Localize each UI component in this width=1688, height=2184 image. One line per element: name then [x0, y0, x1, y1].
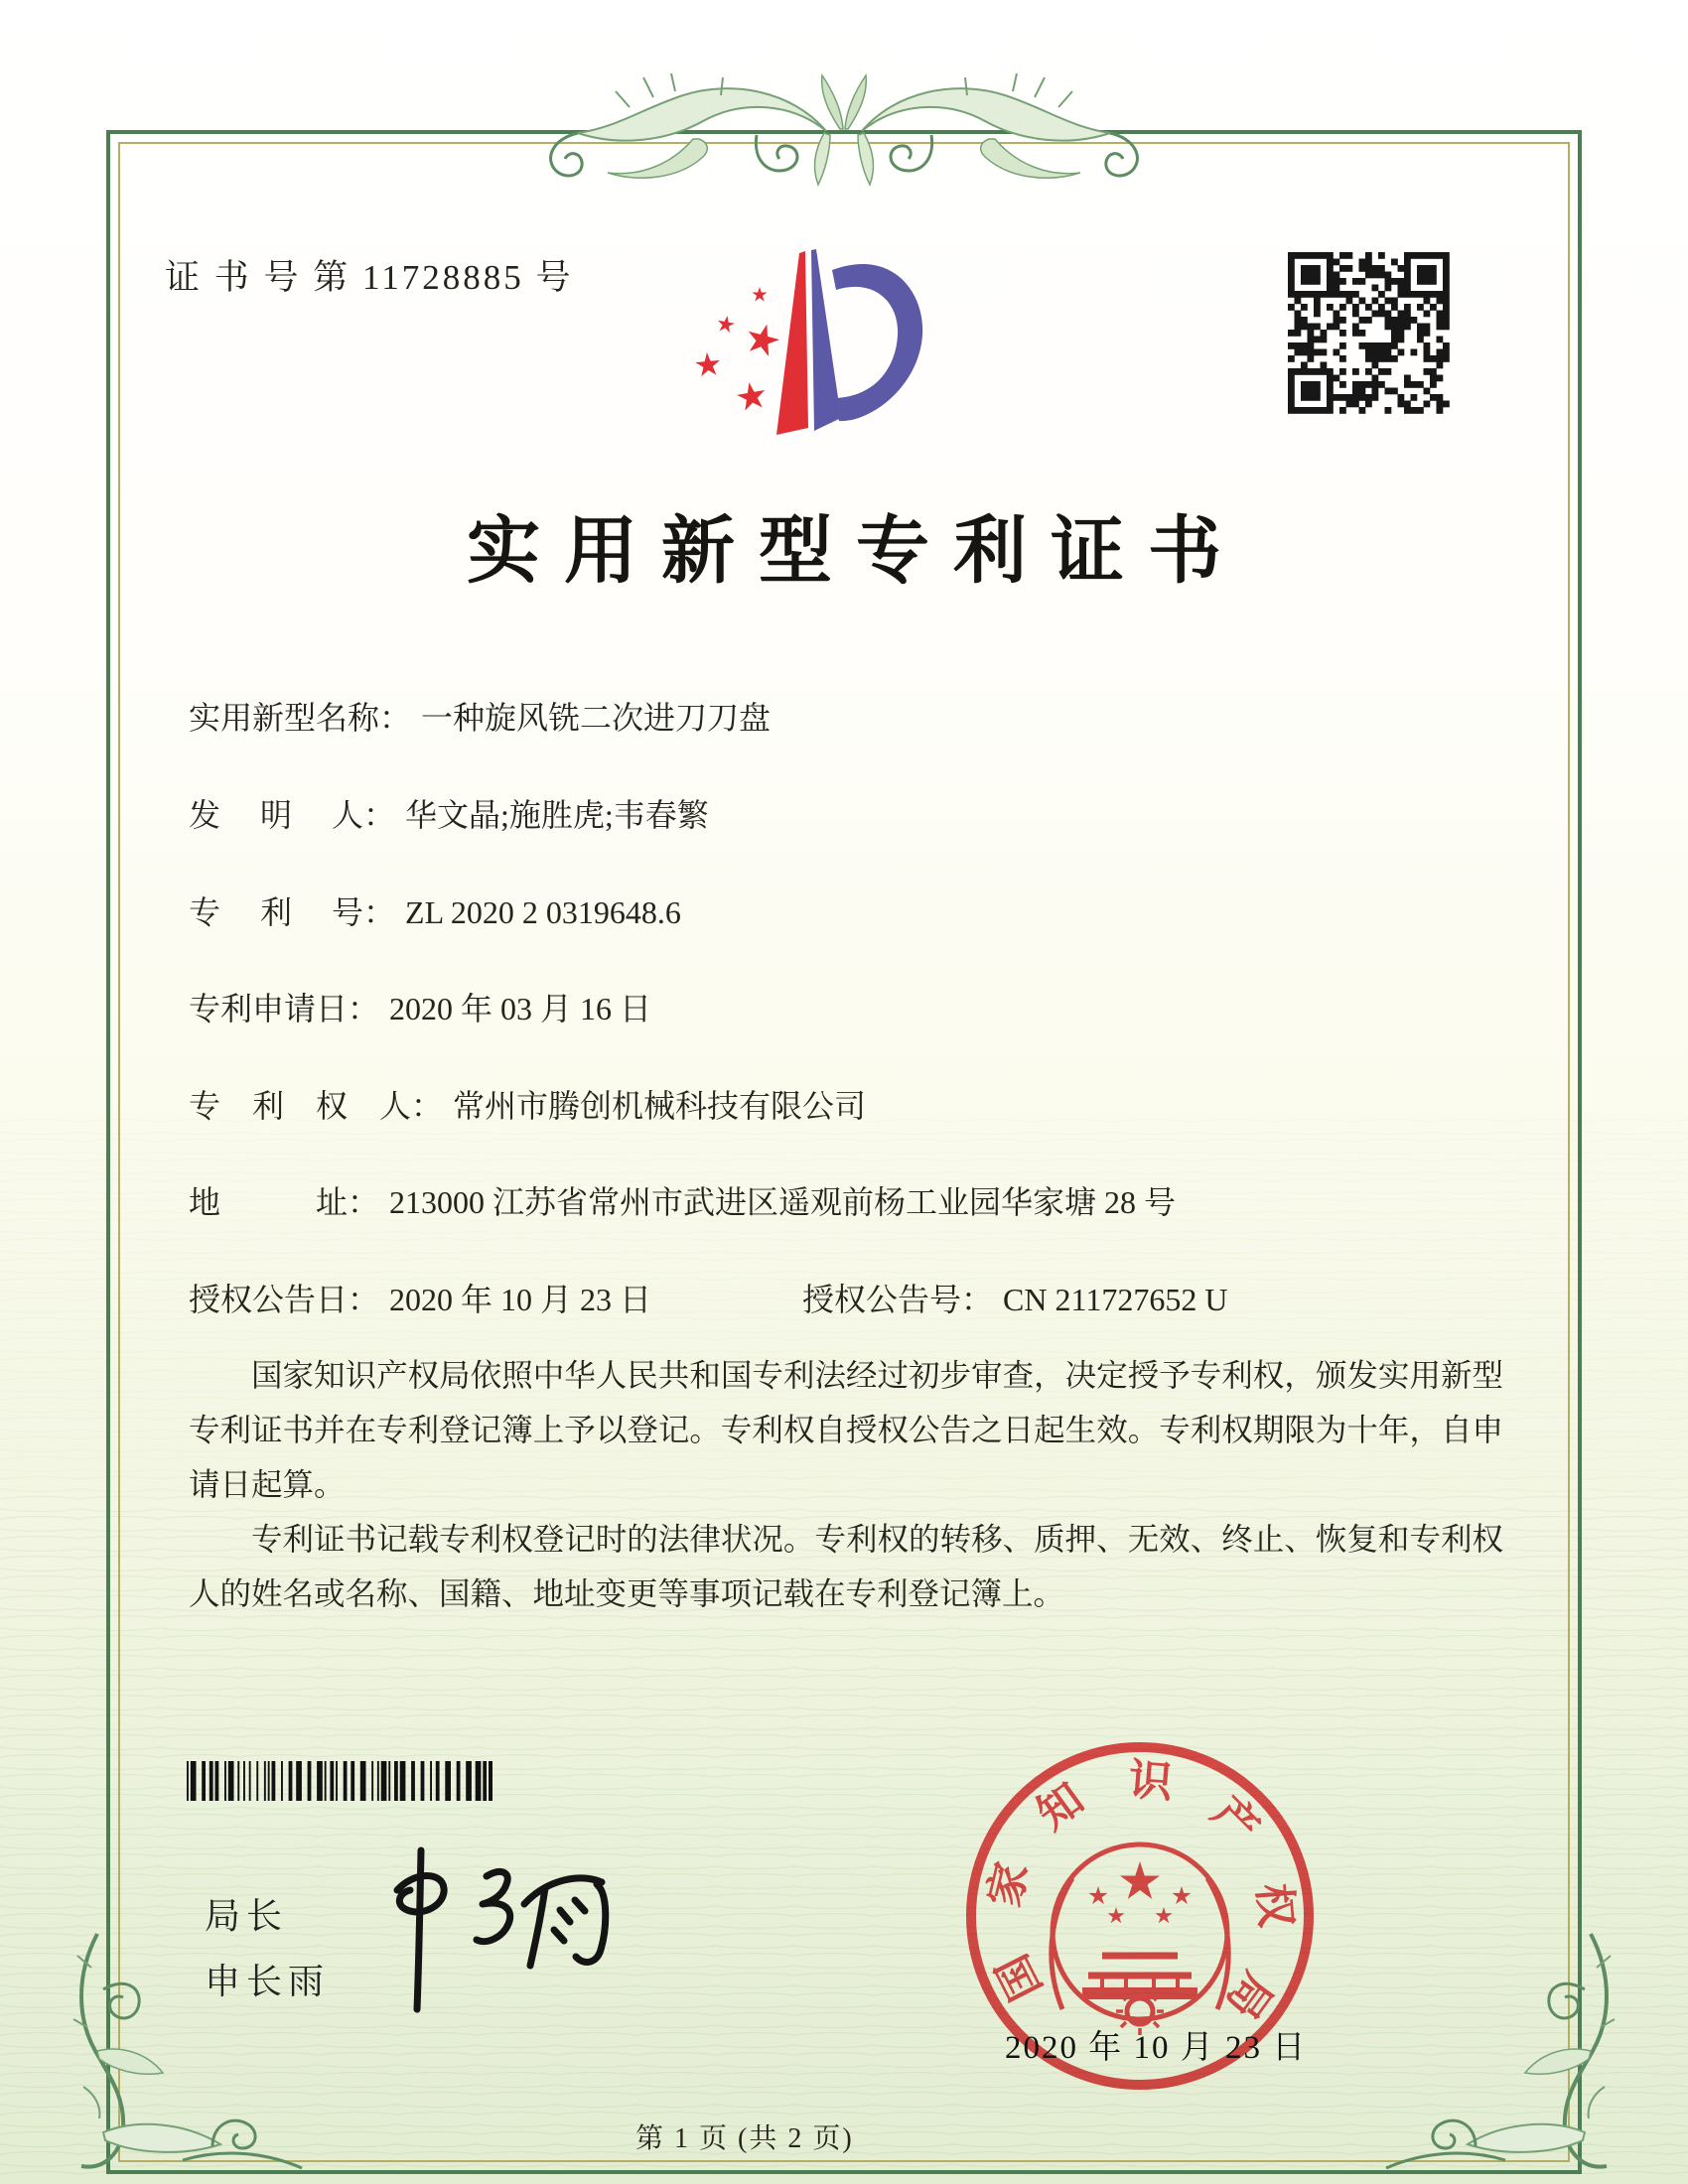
director-title: 局长: [205, 1895, 289, 1936]
barcode: [187, 1761, 496, 1801]
qr-code: [1284, 248, 1455, 419]
field-row-patent-no: [189, 892, 1509, 932]
field-row-address: [189, 1182, 1509, 1222]
emblem-stars: [1089, 1861, 1192, 1923]
svg-text:家: 家: [979, 1857, 1038, 1912]
svg-text:产: 产: [1202, 1787, 1269, 1853]
logo-p-swoosh: [832, 264, 922, 421]
svg-text:知: 知: [1028, 1774, 1093, 1840]
svg-text:国: 国: [987, 1946, 1052, 2008]
svg-text:权: 权: [1248, 1881, 1301, 1930]
field-value: 常州市腾创机械科技有限公司: [453, 1088, 867, 1124]
field-value: 2020 年 03 月 16 日: [389, 991, 652, 1026]
field-row-patentee: [189, 1086, 1509, 1126]
field-label: 发 明 人：: [189, 797, 396, 833]
field-label: 授权公告号：: [802, 1282, 994, 1317]
field-row-name: [189, 698, 1509, 738]
field-label: 专 利 权 人：: [189, 1088, 444, 1124]
director-name: 申长雨: [205, 1961, 331, 2001]
field-row-filing-date: [189, 989, 1509, 1028]
certificate-title: 实用新型专利证书: [467, 511, 1245, 593]
field-value: 一种旋风铣二次进刀刀盘: [421, 700, 772, 736]
logo-red-wedge: [776, 251, 808, 435]
field-value: 2020 年 10 月 23 日: [389, 1282, 652, 1317]
legal-body-text: [189, 1348, 1503, 1621]
field-label: 实用新型名称：: [189, 700, 412, 736]
field-value: ZL 2020 2 0319648.6: [405, 894, 681, 930]
field-value: CN 211727652 U: [1003, 1282, 1228, 1317]
legal-paragraph-2: 专利证书记载专利权登记时的法律状况。专利权的转移、质押、无效、终止、恢复和专利权人的姓名或名称、国籍、地址变更等事项记载在专利登记簿上。: [189, 1522, 1503, 1611]
svg-text:识: 识: [1126, 1755, 1175, 1808]
field-label: 专 利 号：: [189, 894, 396, 930]
field-row-inventors: [189, 795, 1509, 835]
director-signature: [369, 1839, 628, 2027]
legal-paragraph-1: 国家知识产权局依照中华人民共和国专利法经过初步审查，决定授予专利权，颁发实用新型专利证书并在专利登记簿上予以登记。专利权自授权公告之日起生效。专利权期限为十年，自申请日起算。: [189, 1358, 1503, 1502]
field-label: 地 址：: [189, 1184, 380, 1220]
page-number: 第 1 页 (共 2 页): [635, 2123, 854, 2154]
cnipa-logo: [635, 218, 953, 457]
svg-text:局: 局: [1216, 1963, 1282, 2028]
field-label: 授权公告日：: [189, 1282, 380, 1317]
field-value: 华文晶;施胜虎;韦春繁: [405, 797, 709, 833]
logo-stars: [695, 287, 779, 411]
field-value: 213000 江苏省常州市武进区遥观前杨工业园华家塘 28 号: [389, 1184, 1177, 1220]
field-row-grant: [189, 1280, 1509, 1319]
field-label: 专利申请日：: [189, 991, 380, 1026]
seal-date: 2020 年 10 月 23 日: [1005, 2030, 1308, 2066]
certificate-number: 证 书 号 第 11728885 号: [165, 258, 574, 297]
